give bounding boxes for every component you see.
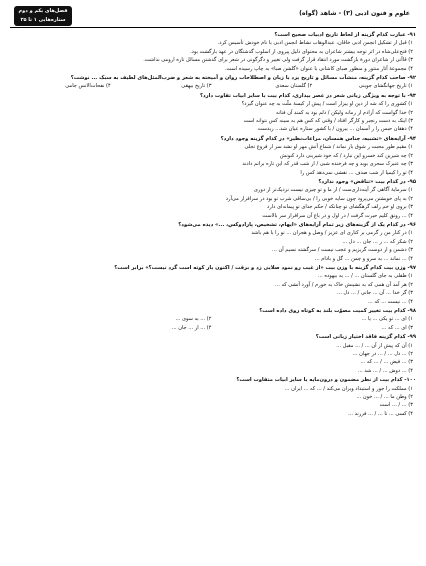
answer-option[interactable]: ۳) ای ... که ... [381,324,413,331]
answer-option[interactable]: ۴) ... دوش ... / ... شد ... [357,367,413,374]
answer-option[interactable]: ۱) کشوری را که شه از دین او بیزار است / پیش از کیسهٔ ملّت به چه عنوان گیرد؟ [241,101,413,108]
question [10,333,416,375]
answer-options-grid [10,315,416,332]
answer-option[interactable]: ۳) تاریخ بیهقی [181,83,212,90]
section-tag-line: ستاره‌هایی ۱ تا ۳۵ [20,16,66,23]
answer-option[interactable]: ۳) قاآنی از شاعران دورهٔ بازگشت مورد انتقاد قرار گرفت ولی تغییر و دگرگونی در شعر برای گذشتن مسائل تازه ارومی نداشت. [143,57,413,64]
questions-list [10,31,416,562]
answer-option[interactable]: ۴) دهقان حبس را ز آسمان ... بیرون / با کشور ستاره عیان شد... زیدست [257,126,413,133]
answer-option[interactable]: ۳) چه عنبرک سحری بوید و چه فرخنده شبی / از شب قدر که این تازه براتم دادند [242,161,413,168]
answer-option[interactable]: ۲) فتح‌علی‌شاه در اثر توجه بیشتر شاعران به محتوای دلیل پیروی از اسلوب گذشتگان در عهد بازگشت بود. [190,48,413,55]
question-stem: ۹۲- صاحب کدام گزینه، منشآت مسائل و تاریخ یزد با زبان و اصطلاحات روان و آمیخته به شعر و ضرب‌المثل‌های لطیف به سبک ... نوشت؟ [70,75,416,82]
answer-option[interactable]: ۴) تو را کیمیا از شب صدف ... نقشی نمی‌دهد کس را [300,169,413,176]
answer-option[interactable]: ۳) بروی او خم زلف گرهگشای تو چنانکه / حکم جدای تو پیمانه‌ای دارد [267,204,413,211]
question-stem: ۱۰۰- کدام بیت از نظر مضمون و درون‌مایه با سایر ابیات متفاوت است؟ [236,377,416,384]
answer-option[interactable]: ۲) خدا گواست که آزادم از زمانه ولیکن / دلم بود به کمند آن فتانه [275,109,413,116]
answer-option[interactable]: ۳) ... / ... است [379,402,413,409]
answer-option[interactable]: ۲) گلستان سعدی [275,83,313,90]
answer-option[interactable]: ۳) ... فیض ... / ... که ... [360,359,413,366]
answer-option[interactable]: ۱) مملکت را جور و استبداد ویران می‌کند / ... که ... ایران ... [284,385,413,392]
question [10,92,416,134]
answer-option[interactable]: ۱) تاریخ جهانگشای جوینی [358,83,413,90]
answer-option[interactable]: ۲) ... به سوی ... [175,316,212,323]
page-header [10,6,416,28]
exam-title: علوم و فنون ادبی (۳) - شاهد (گواه) [299,10,410,17]
answer-option[interactable]: ۳) دشمن و از دوست گریزیم و عجب نیست / سرگشته نسیم آن ... [272,247,413,254]
answer-option[interactable]: ۴) ... رونق کلیم حیرت گرفت / در اول و در باغ آن سرافراز سر بالاست [262,212,413,219]
answer-option[interactable]: ۲) هر آمد آن همی که به نشینش خاک به خورم / آورد آتشی که ... [275,281,413,288]
question-stem: ۹۳- با توجه به ویژگی زبانی شعر در عصر بیداری، کدام بیت با سایر ابیات تفاوت دارد؟ [200,92,416,99]
question [10,307,416,332]
exam-page [10,6,416,562]
answer-option[interactable]: ۲) ... دل ... / ... در جهان ... [352,351,413,358]
answer-option[interactable]: ۴) ... نیست ... که ... [367,298,413,305]
answer-option[interactable]: ۱) آن که پیش از آن ... / ... مقبل ... [336,342,413,349]
answer-option[interactable]: ۱) ای ... تو یکی ... یا ... [361,316,413,323]
header-divider [10,27,416,28]
answer-option[interactable]: ۴) ... از ... جان ... [171,324,212,331]
question-stem: ۹۱- عبارت کدام گزینه از لحاظ تاریخ ادبیات صحیح است؟ [274,32,416,38]
question-stem: ۹۴- آرایه‌های «تشبیه، جناس همسان، مراعات‌نظیر» در کدام گزینه وجود دارد؟ [220,135,416,142]
answer-option[interactable]: ۱) در کنار من ز گرمی بر کناری ای عزیز / وصل و هجران ... تو را با هم باشد [251,230,413,237]
answer-options-row [10,82,416,90]
question [10,264,416,306]
question [10,74,416,91]
question [10,135,416,177]
question-stem: ۹۶- در کدام یک از گزینه‌های زیر تمام آرایه‌های «ایهام، تشخیص، پارادوکس، ...» دیده می‌شود؟ [178,221,416,228]
answer-option[interactable]: ۱) طفلی به جای گلستان ... / ... به بیهوده ... [317,273,413,280]
question [10,376,416,418]
answer-option[interactable]: ۳) گر خدا ... آن ... جانی / ... دل ... [336,290,413,297]
answer-option[interactable]: ۱) سرمایهٔ آگاهی گر آینه‌داری‌ست / از ما و تو چیزی نیست نزدیک‌تر از دوری [253,187,413,194]
question-stem: ۹۹- کدام گزینه فاقد اختیار زبانی است؟ [315,334,416,341]
answer-option[interactable]: ۴) نفحات‌الانس جامی [65,83,111,90]
answer-option[interactable]: ۲) چه شیرین کند خسرو این نبارد / که خود شیرینی دارد کنونش [279,152,413,159]
question [10,221,416,263]
question [10,31,416,73]
question-stem: ۹۷- وزن بیت کدام گزینه با وزن بیت «از غیب رو نمود صلایی زد و برفت / اکنون یار کوته است گرد نیست؟» برابر است؟ [114,264,416,271]
question [10,178,416,220]
answer-option[interactable]: ۴) کسی ... تا ... / ... فرزند ... [348,410,413,417]
answer-option[interactable]: ۲) شکر که ... ز ... جان ... دل ... [342,238,413,245]
section-tag-line: قصل‌های یکم و دوم [18,8,68,14]
section-tag [14,6,72,26]
question-stem: ۹۵- در کدام بیت «تناقض» وجود ندارد؟ [318,178,416,185]
answer-option[interactable]: ۴) مجموعهٔ آثار منثور و منظور صبای کاشانی با عنوان «گلشن صبا» به چاپ رسیده است. [224,65,413,72]
answer-option[interactable]: ۲) به پای خویشتن می‌پرود چون سایه خوبی را / بی‌ساقی شرب تو بود در سرافراز می‌آرد [225,195,413,202]
answer-option[interactable]: ۳) اینک به دست رنجبر و کارگر افتاد / وقتی که کس هم به سینه کس نتوانه است [243,118,413,125]
question-stem: ۹۸- کدام بیت تغییر کمیت مصوّت بلند به کوتاه روی داده است؟ [259,308,416,314]
answer-option[interactable]: ۱) قبل از تشکیل انجمن ادبی خاقان، عبدالوهاب نشاط انجمن ادبی با نام خودش تأسیس کرد. [217,40,413,47]
answer-option[interactable]: ۴) ... نماند ... به سرو و چمن ... گل و بادام ... [314,255,413,262]
answer-option[interactable]: ۲) وطن ما ... / ... خون ... [356,394,413,401]
answer-option[interactable]: ۱) مقیم طور محبت ز شوق باز نماند / شماع آتش مهر او نشد سر از فروغ تجلی [244,144,413,151]
